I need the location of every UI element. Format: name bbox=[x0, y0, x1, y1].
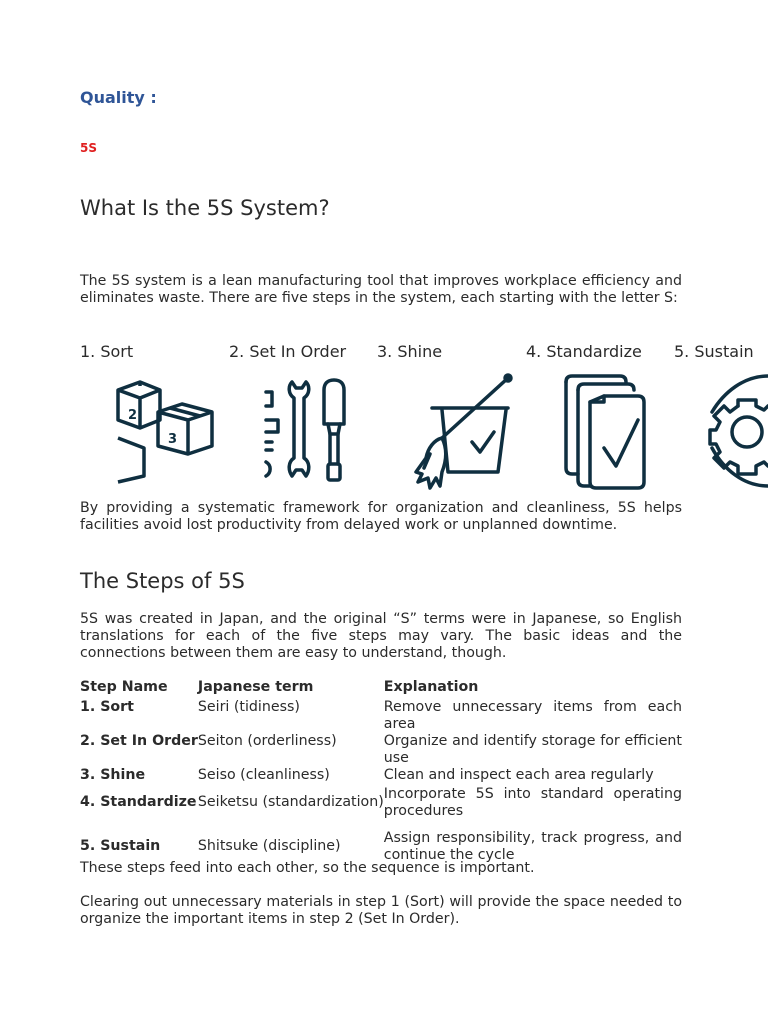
table-header-row bbox=[80, 679, 682, 699]
step-name-cell: 2. Set In Order bbox=[80, 733, 198, 749]
step-label-standardize: 4. Standardize bbox=[526, 342, 642, 361]
explanation-cell: Remove unnecessary items from each area bbox=[383, 699, 682, 732]
history-paragraph: 5S was created in Japan, and the original “S” terms were in Japanese, so English translations for each of the five steps may vary. The basic ideas and the connections between them are easy to understand, though. bbox=[80, 611, 682, 661]
step-name-cell: 3. Shine bbox=[80, 767, 146, 783]
japanese-term-cell: Seiri (tidiness) bbox=[197, 699, 300, 715]
intro-paragraph: The 5S system is a lean manufacturing tool that improves workplace efficiency and eliminates waste. There are five steps in the system, each starting with the letter S: bbox=[80, 273, 682, 306]
step-name-cell: 4. Standardize bbox=[80, 794, 197, 810]
step-label-set-in-order: 2. Set In Order bbox=[229, 342, 347, 361]
quality-heading: Quality : bbox=[80, 88, 157, 107]
broom-bucket-icon bbox=[412, 372, 516, 492]
tag-5s: 5S bbox=[80, 141, 97, 155]
explanation-cell: Organize and identify storage for efficient use bbox=[383, 733, 682, 766]
step-name-cell: 5. Sustain bbox=[80, 838, 161, 854]
table-row bbox=[80, 699, 682, 733]
japanese-term-cell: Seiso (cleanliness) bbox=[197, 767, 330, 783]
table-row bbox=[80, 767, 682, 786]
column-header-explanation: Explanation bbox=[383, 679, 479, 695]
svg-text:3: 3 bbox=[168, 432, 178, 447]
gear-icon bbox=[708, 372, 768, 490]
step-label-sort: 1. Sort bbox=[80, 342, 134, 361]
column-header-japanese-term: Japanese term bbox=[197, 679, 314, 695]
sequence-paragraph: These steps feed into each other, so the sequence is important. bbox=[80, 860, 535, 876]
japanese-term-cell: Seiketsu (standardization) bbox=[197, 794, 384, 810]
column-header-step-name: Step Name bbox=[80, 679, 168, 695]
framework-paragraph: By providing a systematic framework for organization and cleanliness, 5S helps facilities avoid lost productivity from delayed work or unplanned downtime. bbox=[80, 500, 682, 533]
explanation-cell: Assign responsibility, track progress, and continue the cycle bbox=[383, 830, 682, 863]
steps-table bbox=[80, 679, 682, 874]
step-label-sustain: 5. Sustain bbox=[674, 342, 754, 361]
explanation-cell: Clean and inspect each area regularly bbox=[383, 767, 654, 783]
clearing-paragraph: Clearing out unnecessary materials in step 1 (Sort) will provide the space needed to organize the important items in step 2 (Set In Order). bbox=[80, 894, 682, 927]
section-title: The Steps of 5S bbox=[80, 569, 245, 593]
japanese-term-cell: Seiton (orderliness) bbox=[197, 733, 337, 749]
explanation-cell: Incorporate 5S into standard operating procedures bbox=[383, 786, 682, 819]
steps-row bbox=[80, 342, 768, 362]
tools-icon bbox=[264, 372, 360, 490]
step-name-cell: 1. Sort bbox=[80, 699, 134, 715]
icons-row bbox=[80, 372, 768, 494]
svg-text:2: 2 bbox=[128, 408, 138, 423]
japanese-term-cell: Shitsuke (discipline) bbox=[197, 838, 341, 854]
boxes-icon bbox=[114, 372, 218, 490]
documents-check-icon bbox=[560, 372, 652, 490]
step-label-shine: 3. Shine bbox=[377, 342, 443, 361]
table-row bbox=[80, 786, 682, 830]
table-row bbox=[80, 733, 682, 767]
page-title: What Is the 5S System? bbox=[80, 196, 330, 220]
